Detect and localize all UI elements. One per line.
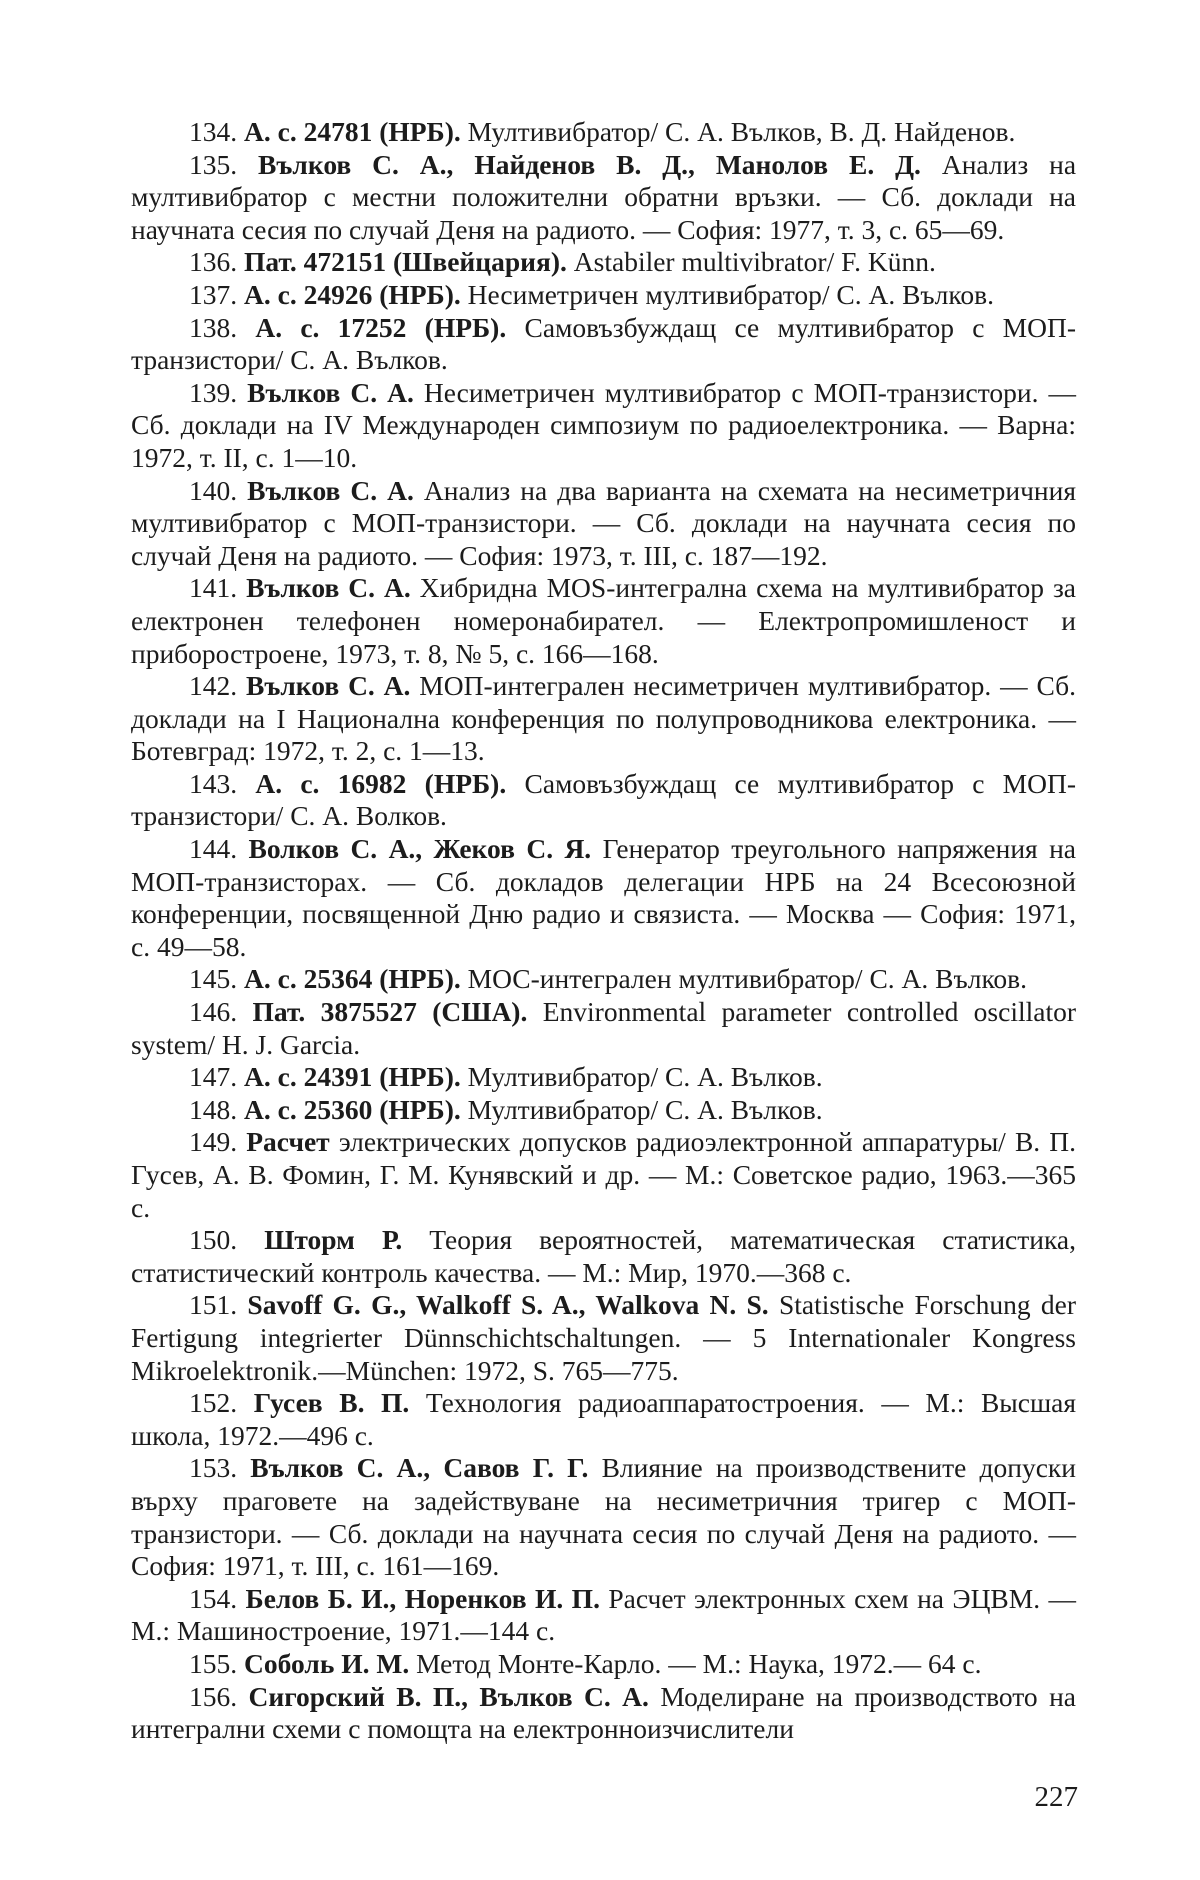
- entry-number: 139.: [189, 377, 237, 408]
- bibliography-entry-146: [131, 996, 1076, 1061]
- bibliography-entry-148: [131, 1094, 1076, 1127]
- entry-reference: А. с. 24391 (НРБ).: [244, 1061, 461, 1092]
- entry-reference: Соболь И. М.: [244, 1648, 409, 1679]
- entry-number: 148.: [189, 1094, 237, 1125]
- entry-number: 142.: [189, 670, 237, 701]
- entry-number: 143.: [189, 768, 237, 799]
- entry-text: Расчет электронных схем на ЭЦВМ. — М.: Машиностроение, 1971.—144 с.: [131, 1583, 1076, 1647]
- bibliography-entry-143: [131, 768, 1076, 833]
- bibliography-list: [131, 116, 1076, 1746]
- entry-text: Мултивибратор/ С. А. Вълков.: [468, 1094, 823, 1125]
- page-number: 227: [1035, 1781, 1079, 1813]
- entry-reference: А. с. 24781 (НРБ).: [244, 116, 461, 147]
- entry-reference: А. с. 25364 (НРБ).: [244, 963, 461, 994]
- entry-text: Самовъзбуждащ се мултивибратор с МОП-транзистори/ С. А. Вълков.: [131, 312, 1076, 376]
- entry-number: 156.: [189, 1681, 237, 1712]
- bibliography-entry-155: [131, 1648, 1076, 1681]
- entry-number: 137.: [189, 279, 237, 310]
- bibliography-entry-140: [131, 475, 1076, 573]
- bibliography-entry-135: [131, 149, 1076, 247]
- entry-reference: Расчет: [246, 1126, 329, 1157]
- entry-text: Мултивибратор/ С. А. Вълков, В. Д. Найденов.: [468, 116, 1016, 147]
- bibliography-entry-136: [131, 246, 1076, 279]
- entry-reference: Шторм Р.: [264, 1224, 402, 1255]
- entry-reference: А. с. 16982 (НРБ).: [255, 768, 506, 799]
- entry-text: МОП-интегрален несиметричен мултивибратор. — Сб. доклади на I Национална конференция по полупроводникова електроника. — Ботевград: 1972, т. 2, с. 1—13.: [131, 670, 1076, 766]
- entry-number: 140.: [189, 475, 237, 506]
- bibliography-entry-147: [131, 1061, 1076, 1094]
- entry-reference: Волков С. А., Жеков С. Я.: [249, 833, 592, 864]
- entry-text: Environmental parameter controlled oscillator system/ H. J. Garcia.: [131, 996, 1076, 1060]
- entry-text: МОС-интегрален мултивибратор/ С. А. Вълков.: [468, 963, 1027, 994]
- entry-number: 135.: [189, 149, 237, 180]
- entry-reference: Гусев В. П.: [254, 1387, 410, 1418]
- entry-text: электрических допусков радиоэлектронной аппаратуры/ В. П. Гусев, А. В. Фомин, Г. М. Кунявский и др. — М.: Советское радио, 1963.—365 с.: [131, 1126, 1076, 1222]
- entry-reference: Пат. 472151 (Швейцария).: [244, 246, 567, 277]
- bibliography-entry-144: [131, 833, 1076, 963]
- entry-text: Несиметричен мултивибратор/ С. А. Вълков.: [468, 279, 994, 310]
- entry-reference: Сигорский В. П., Вълков С. А.: [249, 1681, 649, 1712]
- bibliography-entry-154: [131, 1583, 1076, 1648]
- bibliography-entry-151: [131, 1289, 1076, 1387]
- entry-text: Несиметричен мултивибратор с МОП-транзистори. — Сб. доклади на IV Международен симпозиум по радиоелектроника. — Варна: 1972, т. II, с. 1—10.: [131, 377, 1076, 473]
- bibliography-entry-149: [131, 1126, 1076, 1224]
- entry-number: 147.: [189, 1061, 237, 1092]
- entry-text: Хибридна MOS-интегрална схема на мултивибратор за електронен телефонен номеронабирател. — Електропромишленост и приборостроене, 1973, т. 8, № 5, с. 166—168.: [131, 572, 1076, 668]
- entry-reference: А. с. 17252 (НРБ).: [255, 312, 506, 343]
- entry-text: Теория вероятностей, математическая статистика, статистический контроль качества. — М.: Мир, 1970.—368 с.: [131, 1224, 1076, 1288]
- entry-text: Моделиране на производството на интегрални схеми с помощта на електронноизчислители: [131, 1681, 1076, 1745]
- bibliography-entry-156: [131, 1681, 1076, 1746]
- bibliography-entry-152: [131, 1387, 1076, 1452]
- entry-reference: Пат. 3875527 (США).: [253, 996, 528, 1027]
- book-page: [0, 0, 1200, 1880]
- entry-text: Statistische Forschung der Fertigung integrierter Dünnschichtschaltungen. — 5 Internationaler Kongress Mikroelektronik.—München: 1972, S. 765—775.: [131, 1289, 1076, 1385]
- entry-text: Влияние на производствените допуски върху праговете на задействуване на несиметричния тригер с МОП-транзистори. — Сб. доклади на научната сесия по случай Деня на радиото. — София: 1971, т. III, с. 161—169.: [131, 1452, 1076, 1581]
- entry-text: Метод Монте-Карло. — М.: Наука, 1972.— 64 с.: [416, 1648, 981, 1679]
- bibliography-entry-145: [131, 963, 1076, 996]
- entry-number: 152.: [189, 1387, 237, 1418]
- entry-reference: Savoff G. G., Walkoff S. A., Walkova N. S.: [247, 1289, 768, 1320]
- entry-reference: А. с. 24926 (НРБ).: [244, 279, 461, 310]
- bibliography-entry-142: [131, 670, 1076, 768]
- entry-number: 141.: [189, 572, 237, 603]
- bibliography-entry-137: [131, 279, 1076, 312]
- bibliography-entry-139: [131, 377, 1076, 475]
- entry-text: Генератор треугольного напряжения на МОП-транзисторах. — Сб. докладов делегации НРБ на 24 Всесоюзной конференции, посвященной Дню радио и связиста. — Москва — София: 1971, с. 49—58.: [131, 833, 1076, 962]
- entry-text: Astabiler multivibrator/ F. Künn.: [574, 246, 936, 277]
- entry-number: 138.: [189, 312, 237, 343]
- entry-text: Самовъзбуждащ се мултивибратор с МОП-транзистори/ С. А. Волков.: [131, 768, 1076, 832]
- entry-reference: Вълков С. А.: [247, 475, 414, 506]
- entry-number: 136.: [189, 246, 237, 277]
- bibliography-entry-153: [131, 1452, 1076, 1582]
- entry-text: Мултивибратор/ С. А. Вълков.: [468, 1061, 823, 1092]
- entry-number: 146.: [189, 996, 237, 1027]
- entry-reference: Вълков С. А.: [246, 572, 411, 603]
- entry-text: Технология радиоаппаратостроения. — М.: Высшая школа, 1972.—496 с.: [131, 1387, 1076, 1451]
- entry-reference: Вълков С. А., Найденов В. Д., Манолов Е. Д.: [258, 149, 921, 180]
- entry-reference: А. с. 25360 (НРБ).: [244, 1094, 461, 1125]
- entry-number: 145.: [189, 963, 237, 994]
- entry-number: 153.: [189, 1452, 237, 1483]
- entry-reference: Белов Б. И., Норенков И. П.: [246, 1583, 600, 1614]
- bibliography-entry-150: [131, 1224, 1076, 1289]
- entry-number: 151.: [189, 1289, 237, 1320]
- entry-number: 149.: [189, 1126, 237, 1157]
- bibliography-entry-141: [131, 572, 1076, 670]
- entry-number: 144.: [189, 833, 237, 864]
- entry-text: Анализ на мултивибратор с местни положителни обратни връзки. — Сб. доклади на научната сесия по случай Деня на радиото. — София: 1977, т. 3, с. 65—69.: [131, 149, 1076, 245]
- bibliography-entry-138: [131, 312, 1076, 377]
- entry-text: Анализ на два варианта на схемата на несиметричния мултивибратор с МОП-транзистори. — Сб. доклади на научната сесия по случай Деня на радиото. — София: 1973, т. III, с. 187—192.: [131, 475, 1076, 571]
- entry-reference: Вълков С. А.: [246, 670, 410, 701]
- bibliography-entry-134: [131, 116, 1076, 149]
- entry-reference: Вълков С. А., Савов Г. Г.: [250, 1452, 588, 1483]
- entry-number: 150.: [189, 1224, 237, 1255]
- entry-number: 155.: [189, 1648, 237, 1679]
- entry-number: 154.: [189, 1583, 237, 1614]
- entry-reference: Вълков С. А.: [247, 377, 414, 408]
- entry-number: 134.: [189, 116, 237, 147]
